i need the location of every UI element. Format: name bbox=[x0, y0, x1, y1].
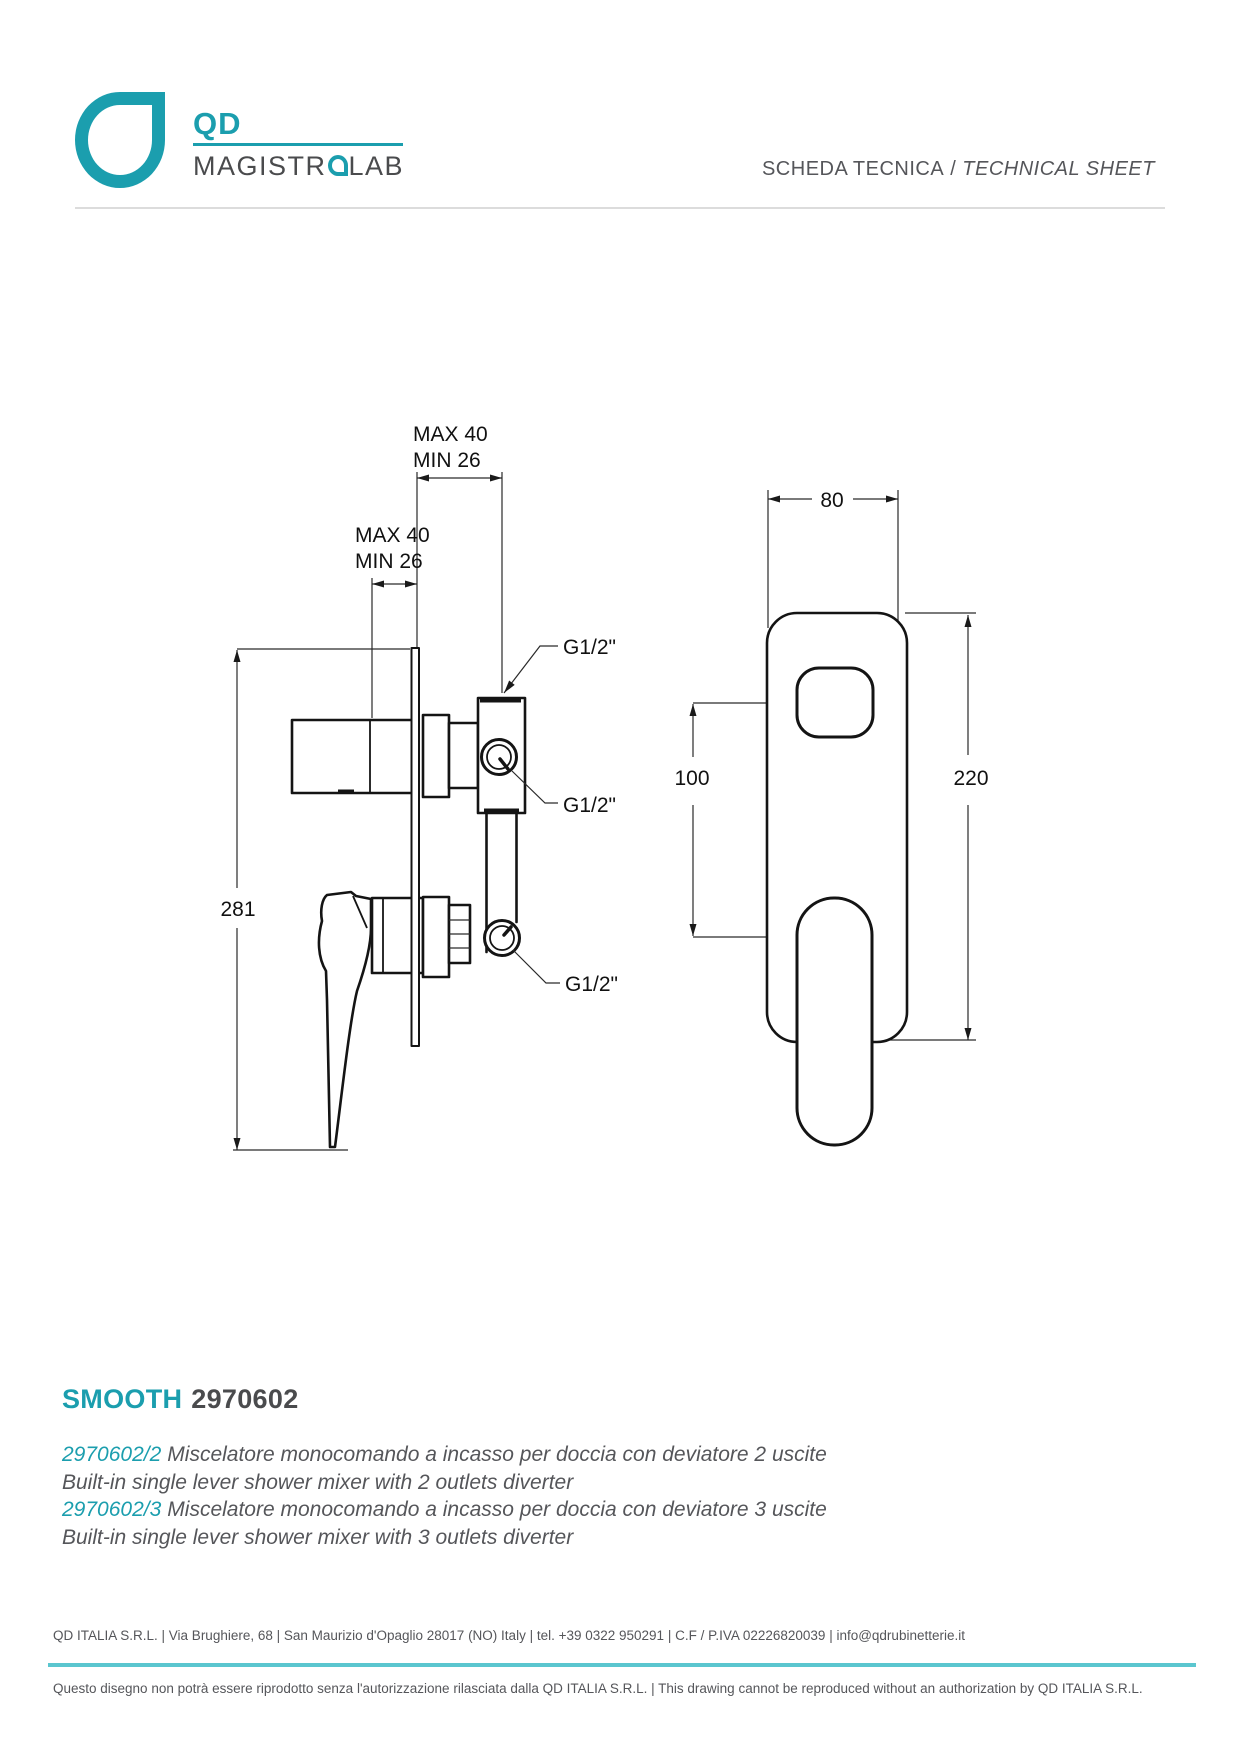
leader-bottom-port bbox=[513, 950, 560, 983]
arrowhead bbox=[690, 704, 697, 716]
arrowhead bbox=[886, 496, 898, 503]
port-label-top: G1/2" bbox=[563, 636, 616, 659]
arrowhead bbox=[490, 475, 502, 482]
lower-flange bbox=[423, 897, 449, 977]
sheet-label-en: TECHNICAL SHEET bbox=[962, 158, 1155, 180]
description-en: Built-in single lever shower mixer with 2 outlets diverter bbox=[62, 1470, 574, 1494]
port-label-mid: G1/2" bbox=[563, 794, 616, 817]
logo-qd-text: QD bbox=[193, 106, 242, 141]
description-line bbox=[62, 1524, 827, 1552]
description-line bbox=[62, 1496, 827, 1524]
arrowhead bbox=[372, 581, 384, 588]
dim-max40-top: MAX 40 bbox=[413, 423, 488, 446]
arrowhead bbox=[965, 615, 972, 627]
dim-min26-mid: MIN 26 bbox=[355, 550, 423, 573]
description-line bbox=[62, 1441, 827, 1469]
copyright-disclaimer: Questo disegno non potrà essere riprodotto senza l'autorizzazione rilasciata dalla QD ITALIA S.R.L. | This drawing cannot be reproduced without an authorization by QD ITALIA S.R.L. bbox=[53, 1681, 1143, 1696]
wall-plate-side bbox=[412, 648, 420, 1046]
description-line bbox=[62, 1469, 827, 1497]
arrowhead bbox=[768, 496, 780, 503]
company-info: QD ITALIA S.R.L. | Via Brughiere, 68 | San Maurizio d'Opaglio 28017 (NO) Italy | tel. +39 0322 950291 | C.F / P.IVA 02226820039 | info@qdrubinetterie.it bbox=[53, 1628, 965, 1643]
front-view bbox=[674, 489, 988, 1145]
dim-220: 220 bbox=[953, 767, 989, 790]
dim-80: 80 bbox=[820, 489, 844, 512]
footer-divider bbox=[48, 1663, 1196, 1667]
variant-code: 2970602/3 bbox=[62, 1498, 162, 1521]
dim-281: 281 bbox=[220, 898, 256, 921]
product-title bbox=[62, 1384, 299, 1415]
arrowhead bbox=[965, 1028, 972, 1040]
arrowhead bbox=[234, 650, 241, 662]
dim-min26-top: MIN 26 bbox=[413, 449, 481, 472]
description-it: Miscelatore monocomando a incasso per doccia con deviatore 3 uscite bbox=[167, 1498, 827, 1521]
upper-flange bbox=[423, 715, 449, 797]
description-en: Built-in single lever shower mixer with 3 outlets diverter bbox=[62, 1525, 574, 1549]
arrowhead bbox=[690, 924, 697, 936]
side-view-dimension-lines bbox=[233, 472, 502, 1150]
arrowhead bbox=[417, 475, 429, 482]
description-it: Miscelatore monocomando a incasso per doccia con deviatore 2 uscite bbox=[167, 1443, 827, 1466]
port-label-bottom: G1/2" bbox=[565, 973, 618, 996]
mixer-handle-side bbox=[319, 892, 371, 1147]
mixer-lever-front bbox=[797, 898, 872, 1145]
arrowhead bbox=[234, 1138, 241, 1150]
side-view bbox=[220, 423, 618, 1150]
diverter-window bbox=[797, 668, 873, 737]
product-code: 2970602 bbox=[191, 1384, 299, 1414]
logo-brand-left: MAGISTR bbox=[193, 151, 327, 181]
arrowhead bbox=[405, 581, 417, 588]
arrowhead bbox=[501, 681, 514, 696]
dim-100: 100 bbox=[674, 767, 710, 790]
sheet-label-separator: / bbox=[950, 158, 957, 180]
logo-brand-right: LAB bbox=[348, 151, 405, 181]
upper-cartridge-body bbox=[292, 720, 412, 793]
dim-max40-mid: MAX 40 bbox=[355, 524, 430, 547]
product-descriptions bbox=[62, 1441, 827, 1551]
upper-shoulder bbox=[449, 723, 478, 788]
series-name: SMOOTH bbox=[62, 1384, 183, 1414]
variant-code: 2970602/2 bbox=[62, 1443, 162, 1466]
sheet-label-it: SCHEDA TECNICA bbox=[761, 158, 945, 180]
